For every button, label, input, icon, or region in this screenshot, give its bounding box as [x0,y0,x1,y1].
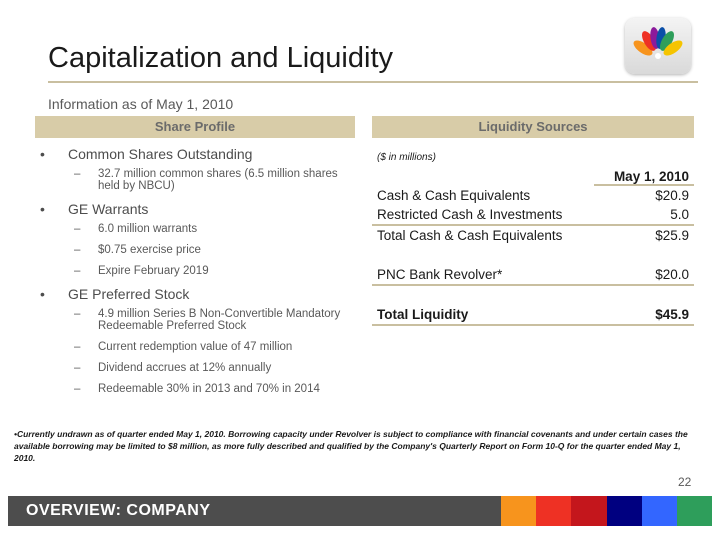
row-label: Restricted Cash & Investments [372,205,594,225]
color-swatch [607,496,642,526]
footer-label: OVERVIEW: COMPANY [8,496,501,526]
color-swatch [501,496,536,526]
share-group [40,146,360,192]
column-header: May 1, 2010 [594,165,694,185]
sub-bullet-item: – Redeemable 30% in 2013 and 70% in 2014 [40,383,360,395]
liquidity-table [372,165,694,326]
sub-bullet-item: – Current redemption value of 47 million [40,341,360,353]
sub-bullet-item: – 6.0 million warrants [40,223,360,235]
table-row [372,265,694,285]
info-subtitle: Information as of May 1, 2010 [48,96,234,112]
color-swatch [571,496,606,526]
share-profile-list [40,146,360,404]
sub-bullet-item: – Dividend accrues at 12% annually [40,362,360,374]
units-note: ($ in millions) [377,152,436,163]
title-divider [48,81,698,83]
row-value: $25.9 [655,228,689,243]
share-group [40,201,360,277]
row-value: $20.0 [594,265,694,285]
sub-bullet-item: – 4.9 million Series B Non-Convertible Mandatory Redeemable Preferred Stock [40,308,360,332]
row-value: $45.9 [594,305,694,325]
liquidity-sources-header: Liquidity Sources [372,116,694,138]
row-label: PNC Bank Revolver* [372,265,594,285]
row-label: Total Cash & Cash Equivalents [377,228,563,243]
share-profile-header: Share Profile [35,116,355,138]
footer-bar [8,496,712,526]
row-label: Total Liquidity [372,305,594,325]
footnote: •Currently undrawn as of quarter ended May 1, 2010. Borrowing capacity under Revolver is subject to compliance with financial covenants and under certain cases the available borrowing may be limited to $8 million, as more fully described and qualified by the Company's Quarterly Report on Form 10-Q for the quarter ended May 1, 2010. [14,429,688,463]
page-title: Capitalization and Liquidity [48,42,393,74]
table-row [372,185,694,205]
row-label: Cash & Cash Equivalents [377,187,531,203]
sub-bullet-item: – 32.7 million common shares (6.5 million shares held by NBCU) [40,168,360,192]
table-row [372,205,694,225]
page-number: 22 [678,475,692,489]
bullet-item: • Common Shares Outstanding [40,146,360,162]
bullet-item: • GE Warrants [40,201,360,217]
table-total-row [372,305,694,325]
bullet-item: • GE Preferred Stock [40,286,360,302]
sub-bullet-item: – Expire February 2019 [40,265,360,277]
table-row [372,225,694,245]
color-swatch [642,496,677,526]
sub-bullet-item: – $0.75 exercise price [40,244,360,256]
share-group [40,286,360,395]
peacock-logo-icon [625,18,691,74]
row-value: 5.0 [594,205,694,225]
row-value: $20.9 [655,188,689,203]
color-swatch [677,496,712,526]
table-header-row [372,165,694,185]
color-swatch [536,496,571,526]
